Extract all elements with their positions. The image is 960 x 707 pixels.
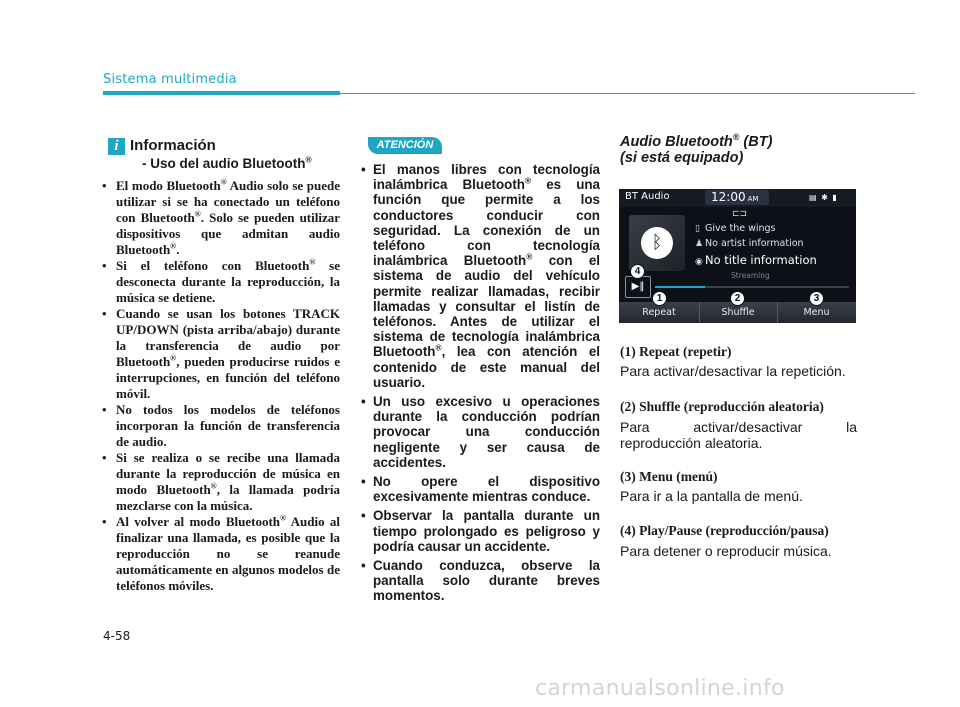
info-icon: i <box>108 138 125 155</box>
callout-1: 1 <box>652 291 667 306</box>
atencion-list-item: • El manos libres con tecnología inalámbrica Bluetooth® es una función que permite a los conductores conducir con seguridad. La conexión de un teléfono con tecnología inalámbrica Bluetooth® con el sistema de audio del vehículo permite realizar llamadas, recibir llamadas y consultar el listín de teléfonos. Antes de utilizar el sistema de tecnología inalámbrica Bluetooth®, lea con atención el contenido de este manual del usuario. <box>357 162 600 390</box>
atencion-list-item: • Un uso excesivo u operaciones durante la conducción podrían provocar una conducción negligente y ser causa de accidentes. <box>357 394 600 470</box>
header-title: Sistema multimedia <box>103 72 237 87</box>
callout-2: 2 <box>730 291 745 306</box>
section-playpause-body: Para detener o reproducir música. <box>620 543 832 559</box>
watermark: carmanualsonline.info <box>535 676 785 701</box>
atencion-list-item: • Cuando conduzca, observe la pantalla solo durante breves momentos. <box>357 558 600 604</box>
album-art <box>629 215 685 271</box>
audio-title: Audio Bluetooth® (BT) (si está equipado) <box>620 132 773 166</box>
screen-topbar <box>619 189 856 207</box>
info-list-item: • Cuando se usan los botones TRACK UP/DOWN (pista arriba/abajo) durante la transferencia de audio por Bluetooth®, pueden producirse ruidos e interrupciones, en función del teléfono móvil. <box>100 306 340 402</box>
atencion-list-item: • Observar la pantalla durante un tiempo prolongado es peligroso y podría causar un accidente. <box>357 508 600 554</box>
callout-4: 4 <box>630 264 645 279</box>
header-rule-thin <box>340 93 915 94</box>
screen-clock: 12:00 AM <box>705 190 769 205</box>
info-list-item: • No todos los modelos de teléfonos incorporan la función de transferencia de audio. <box>100 402 340 450</box>
phone-icon: ▯ <box>695 224 700 234</box>
bt-audio-screen <box>619 189 856 323</box>
track-line-1: ▯ Give the wings <box>695 223 776 234</box>
section-repeat-heading: (1) Repeat (repetir) <box>620 344 732 359</box>
section-shuffle-body: Para activar/desactivar la reproducción aleatoria. <box>620 419 857 451</box>
info-subtitle: - Uso del audio Bluetooth® <box>142 154 312 171</box>
disc-icon: ◉ <box>695 257 703 267</box>
callout-3: 3 <box>809 291 824 306</box>
section-menu-body: Para ir a la pantalla de menú. <box>620 488 803 504</box>
info-list-item: • Si se realiza o se recibe una llamada durante la reproducción de música en modo Bluetooth®, la llamada podría mezclarse con la música. <box>100 450 340 514</box>
info-list-item: • Si el teléfono con Bluetooth® se desconecta durante la reproducción, la música se detiene. <box>100 258 340 306</box>
atencion-badge: ATENCIÓN <box>368 137 442 154</box>
info-list-item: • El modo Bluetooth® Audio solo se puede utilizar si se ha conectado un teléfono con Bluetooth®. Solo se pueden utilizar dispositivos que admitan audio Bluetooth®. <box>100 178 340 258</box>
page-number: 4-58 <box>103 629 131 643</box>
info-list-item: • Al volver al modo Bluetooth® Audio al finalizar una llamada, es posible que la reproducción no se reanude automáticamente en algunos modelos de teléfonos móviles. <box>100 514 340 594</box>
shuffle-button[interactable]: Shuffle <box>699 302 778 323</box>
atencion-list-item: • No opere el dispositivo excesivamente mientras conduce. <box>357 474 600 504</box>
play-pause-button[interactable]: ▶‖ <box>625 276 651 298</box>
screen-label: BT Audio <box>625 191 670 202</box>
person-icon: ♟ <box>695 239 704 249</box>
repeat-mode-icon: ⊏⊐ <box>732 209 748 219</box>
info-list <box>100 178 340 594</box>
repeat-button[interactable]: Repeat <box>619 302 700 323</box>
progress-bar <box>655 286 849 288</box>
track-line-3: ◉ No title information <box>695 253 817 267</box>
streaming-label: Streaming <box>731 271 770 280</box>
header-rule-thick <box>103 91 340 95</box>
track-line-2: ♟ No artist information <box>695 238 804 249</box>
menu-button[interactable]: Menu <box>803 307 830 318</box>
bluetooth-music-icon: ᛒ <box>641 227 673 259</box>
section-playpause-heading: (4) Play/Pause (reproducción/pausa) <box>620 523 829 538</box>
info-title: Información <box>130 137 216 154</box>
atencion-list <box>357 162 600 608</box>
status-icons: ▤ ✱ ▮ <box>809 193 838 202</box>
section-menu-heading: (3) Menu (menú) <box>620 469 718 484</box>
section-repeat-body: Para activar/desactivar la repetición. <box>620 363 846 379</box>
section-shuffle-heading: (2) Shuffle (reproducción aleatoria) <box>620 399 824 414</box>
